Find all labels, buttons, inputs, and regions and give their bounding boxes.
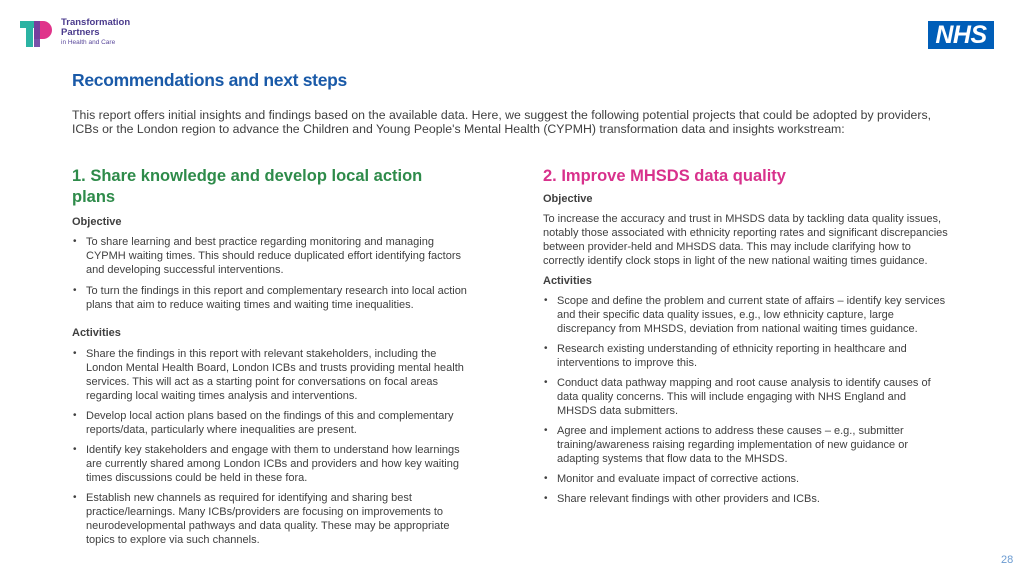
list-item: • Identify key stakeholders and engage with them to understand how learnings are currently shared among London ICBs and providers and how key waiting times discussions could be held in these fora. — [72, 443, 472, 485]
objective-text: To increase the accuracy and trust in MHSDS data by tackling data quality issues, notably those associated with ethnicity reporting rates and significant discrepancies between provider-held and MHSDS data. This may include clarifying how to correctly identify clock stops in light of the new national waiting times guidance. — [543, 213, 948, 267]
logo-line-1: Transformation — [61, 17, 131, 28]
list-item: • Scope and define the problem and current state of affairs – identify key services and their specific data quality issues, e.g., low ethnicity capture, large discrepancy from MHSDS, deviation from national waiting times guidance. — [543, 294, 948, 336]
objective-heading: Objective — [72, 216, 122, 228]
logo-line-3: in Health and Care — [61, 39, 116, 46]
list-item: • Conduct data pathway mapping and root cause analysis to identify causes of data quality concerns. This will include engaging with NHS England and MHSDS data submitters. — [543, 376, 948, 418]
activities-heading: Activities — [543, 275, 592, 287]
list-item: • Agree and implement actions to address these causes – e.g., submitter training/awareness raising regarding implementation of new guidance or adapting systems that flow data to the MHSDS. — [543, 424, 948, 466]
list-item: • Share the findings in this report with relevant stakeholders, including the London Mental Health Board, London ICBs and trusts providing mental health services. This will act as a starting point for conversations on focal areas regarding local waiting times analysis and interventions. — [72, 347, 472, 403]
section-1-title: 1. Share knowledge and develop local action plans — [72, 167, 423, 206]
activities-list — [543, 294, 948, 506]
list-item: • To share learning and best practice regarding monitoring and managing CYPMH waiting times. This should reduce duplicated effort identifying factors and developing successful interventions. — [72, 235, 472, 277]
list-item: • Share relevant findings with other providers and ICBs. — [543, 492, 948, 506]
list-item: • To turn the findings in this report and complementary research into local action plans that aim to reduce waiting times and waiting time inequalities. — [72, 284, 472, 312]
page-title: Recommendations and next steps — [72, 70, 347, 90]
objective-list — [72, 235, 472, 312]
activities-heading: Activities — [72, 327, 121, 339]
nhs-logo: NHS — [928, 21, 994, 49]
section-improve-mhsds — [543, 166, 948, 506]
section-2-title: 2. Improve MHSDS data quality — [543, 167, 786, 185]
transformation-partners-logo — [20, 18, 130, 48]
activities-list — [72, 347, 472, 547]
list-item: • Research existing understanding of ethnicity reporting in healthcare and interventions to improve this. — [543, 342, 948, 370]
section-share-knowledge — [72, 166, 472, 547]
page-number: 28 — [1001, 554, 1014, 566]
objective-heading: Objective — [543, 193, 593, 205]
list-item: • Monitor and evaluate impact of corrective actions. — [543, 472, 948, 486]
list-item: • Develop local action plans based on the findings of this and complementary reports/data, particularly where inequalities are present. — [72, 409, 472, 437]
logo-line-2: Partners — [61, 27, 100, 38]
tp-logo-icon — [20, 18, 56, 48]
intro-paragraph: This report offers initial insights and findings based on the available data. Here, we suggest the following potential projects that could be adopted by providers, ICBs or the London region to advance the Children and Young People's Mental Health (CYPMH) transformation data and insights workstream: — [72, 108, 932, 136]
list-item: • Establish new channels as required for identifying and sharing best practice/learnings. Many ICBs/providers are focusing on improvements to neurodevelopmental pathways and data quality. These may be appropriate topics to explore via such channels. — [72, 491, 472, 547]
